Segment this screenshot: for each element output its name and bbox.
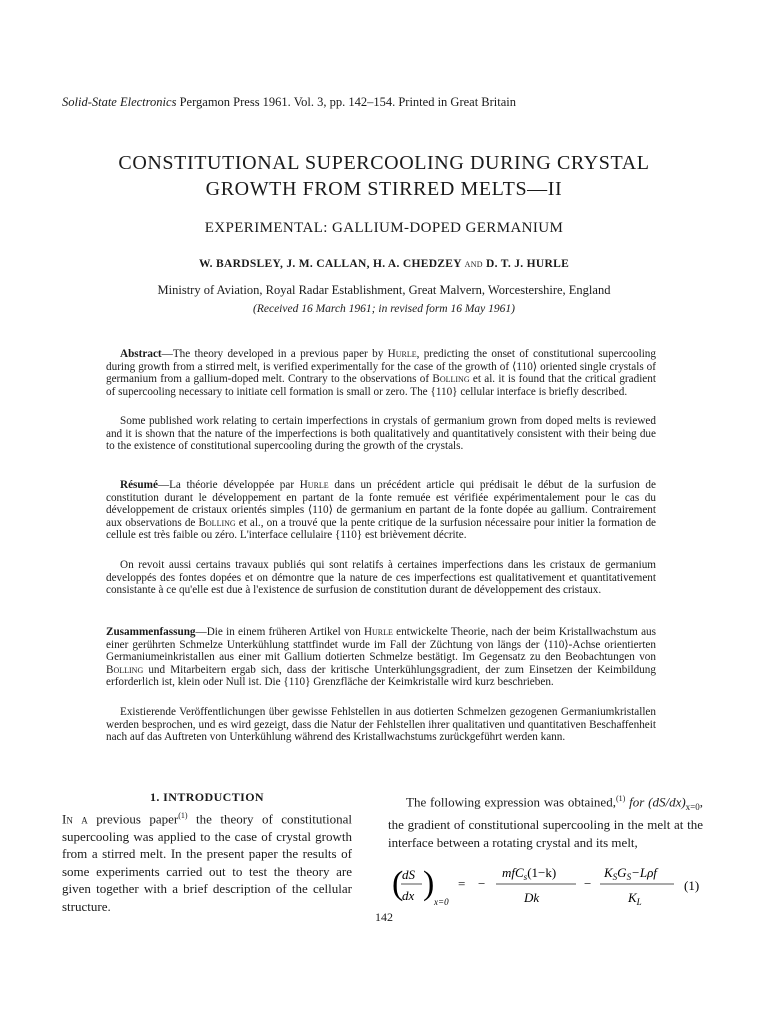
intro-dropcap: In a bbox=[62, 811, 88, 827]
right-subscript: x=0 bbox=[685, 801, 700, 812]
right-column-paragraph bbox=[388, 790, 703, 851]
eq-number: (1) bbox=[684, 878, 700, 893]
right-citation: (1) bbox=[615, 794, 626, 803]
resume-text-b: dans un précédent article qui prédisait le début de la surfusion de constitution durant le développement en partant de la fonte remuée est vérifiée expérimentalement pour le cas du développement de cristaux orientés simples ⟨110⟩ de germanium en partant de la fonte dopée au gallium. Contrairement aux observations de bbox=[106, 479, 656, 529]
right-text-a: The following expression was obtained, bbox=[406, 794, 616, 810]
zus-text-b: entwickelte Theorie, nach der beim Kristallwachstum aus einer gerührten Schmelze Unterkühlung stattfindet wurde im Fall der Züchtung von längs der ⟨110⟩-Achse orientierten Germaniumeinkristallen aus einer mit Gallium dotierten Schmelze bestätigt. Im Gegensatz zu den Beobachtungen von bbox=[106, 626, 656, 664]
zusammenfassung-paragraph-1 bbox=[106, 626, 656, 689]
resume-author-ref-2: Bolling bbox=[198, 516, 236, 529]
right-text-c: , the gradient of constitutional supercooling in the melt at the interface between a rotating crystal and its melt, bbox=[388, 794, 703, 850]
intro-text-b: the theory of constitutional supercooling was applied to the case of crystal growth from a stirred melt. In the present paper the results of some experiments carried out to test the theory are given together with a brief description of the cellular structure. bbox=[62, 811, 352, 914]
abstract-paragraph-1 bbox=[106, 348, 656, 398]
received-main: (Received 16 March 1961 bbox=[253, 303, 372, 315]
zusammenfassung-paragraph-2: Existierende Veröffentlichungen über gewisse Fehlstellen in aus dotierten Schmelzen gezogenen Germaniumkristallen werden besprochen, und es wird gezeigt, dass die Natur der Fehlstellen ihrer qualitativen und quantitativen Beschaffenheit nach auf das Auftreten von Unterkühlung während des Kristallwachstums zurückgeführt werden kann. bbox=[106, 706, 656, 744]
affiliation: Ministry of Aviation, Royal Radar Establishment, Great Malvern, Worcestershire, England bbox=[157, 283, 611, 297]
abstract-text-b: , predicting the onset of constitutional supercooling during growth from a stirred melt, is verified experimentally for the case of the growth of ⟨110⟩ oriented single crystals of germanium from a gallium-doped melt. Contrary to the observations of bbox=[106, 348, 656, 386]
authors-and: and bbox=[464, 258, 483, 270]
zus-author-ref-2: Bolling bbox=[106, 663, 144, 676]
eq-lhs-den: dx bbox=[402, 888, 415, 903]
resume-paragraph-2: On revoit aussi certains travaux publiés qui sont relatifs à certaines imperfections dans les cristaux de germanium developpés des fontes dopées et on démontre que la nature de ces imperfections est qualitativement et quantitativement consistante à ce qu'elle est due à l'existence de surfusion de constitution durant de développement des cristaux. bbox=[106, 559, 656, 597]
eq-lparen: ( bbox=[392, 865, 404, 902]
zus-text-a: —Die in einem früheren Artikel von bbox=[195, 626, 364, 638]
zus-text-c: und Mitarbeitern ergab sich, dass der kritische Unterkühlungsgradient, der zum Einsetzen der Keimbildung erforderlich ist, klein oder Null ist. Die {110} Grenzfläche der Keimkristalle wird kurz beschrieben. bbox=[106, 663, 656, 689]
received-revised: ; in revised form 16 May 1961) bbox=[371, 303, 515, 315]
intro-text-a: previous paper bbox=[87, 811, 179, 827]
equation-1 bbox=[392, 862, 712, 912]
right-text-b: for (dS/dx) bbox=[625, 794, 686, 810]
introduction-paragraph bbox=[62, 807, 352, 915]
eq-term2-num: $K_SG_S-L\rho f$ bbox=[604, 865, 657, 882]
zusammenfassung-heading: Zusammenfassung bbox=[106, 626, 196, 638]
authors-last: D. T. J. HURLE bbox=[486, 258, 570, 270]
eq-lhs-sub: x=0 bbox=[434, 897, 449, 907]
resume-heading: Résumé bbox=[120, 479, 158, 491]
paper-title-line-1: CONSTITUTIONAL SUPERCOOLING DURING CRYSTAL bbox=[118, 152, 650, 174]
resume-text-a: —La théorie développée par bbox=[157, 479, 300, 491]
eq-term1-den: Dk bbox=[524, 890, 540, 905]
paper-subtitle: EXPERIMENTAL: GALLIUM-DOPED GERMANIUM bbox=[204, 220, 564, 236]
page-number: 142 bbox=[375, 910, 393, 924]
eq-term1-num: mfC$_s$(1−k) bbox=[502, 865, 557, 882]
journal-name: Solid-State Electronics bbox=[62, 95, 177, 109]
abstract-author-ref-2: Bolling bbox=[432, 373, 470, 386]
eq-rparen: ) bbox=[423, 865, 435, 902]
journal-citation bbox=[62, 95, 516, 110]
paper-title-line-2: GROWTH FROM STIRRED MELTS—II bbox=[205, 178, 563, 200]
abstract-author-ref-1: Hurle bbox=[387, 348, 417, 360]
author-list bbox=[0, 258, 768, 270]
authors-first: W. BARDSLEY, J. M. CALLAN, H. A. CHEDZEY bbox=[198, 258, 462, 270]
abstract-heading: Abstract bbox=[120, 348, 162, 360]
eq-equals: = bbox=[458, 876, 466, 891]
eq-minus-2: − bbox=[584, 876, 592, 891]
abstract-paragraph-2: Some published work relating to certain imperfections in crystals of germanium grown from doped melts is reviewed and it is shown that the nature of the imperfections is both qualitatively and quantitatively consistent with their being due to the existence of constitutional supercooling during the growth of the crystals. bbox=[106, 415, 656, 453]
eq-lhs-num: dS bbox=[402, 867, 415, 882]
section-heading-introduction: 1. INTRODUCTION bbox=[149, 790, 264, 804]
journal-details: Pergamon Press 1961. Vol. 3, pp. 142–154. Printed in Great Britain bbox=[179, 95, 517, 109]
resume-author-ref-1: Hurle bbox=[299, 479, 329, 491]
abstract-text-a: —The theory developed in a previous paper by bbox=[161, 348, 388, 360]
resume-text-c: et al., on a trouvé que la pente critique de la surfusion nécessaire pour initier la formation de cellule est très faible ou zéro. L'interface cellulaire {110} est brièvement décrite. bbox=[106, 516, 656, 542]
eq-term2-den: $K_L$ bbox=[628, 890, 642, 907]
resume-paragraph-1 bbox=[106, 479, 656, 542]
intro-citation: (1) bbox=[178, 811, 188, 820]
zus-author-ref-1: Hurle bbox=[363, 626, 393, 638]
received-date bbox=[0, 303, 768, 315]
abstract-text-c: et al. it is found that the critical gradient of supercooling necessary to initiate cell formation is small or zero. The {110} cellular interface is briefly described. bbox=[106, 373, 656, 398]
eq-minus-1: − bbox=[478, 876, 486, 891]
